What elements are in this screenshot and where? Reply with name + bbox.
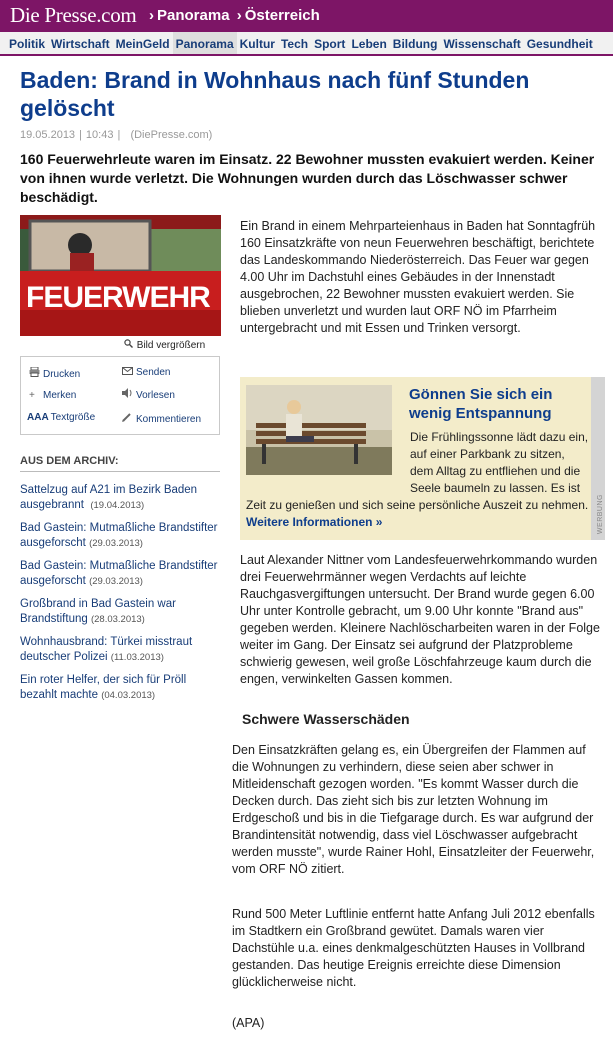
main-nav <box>0 32 613 56</box>
article-paragraph: Den Einsatzkräften gelang es, ein Übergreifen der Flammen auf die Wohnungen zu verhindern, diese seien aber schwer in Mitleidenschaft gezogen worden. "Es kommt Wasser durch die Decken durch. Das zieht sich bis zur letzten Wohnung im Erdgeschoß und bis in die Tiefgarage durch. Es war aufgrund der Brandintensität notwendig, dass viel Löschwasser aufgebracht werden musste", wurde Rainer Hohl, Einsatzleiter der Feuerwehr, vom ORF NÖ zitiert. <box>232 743 595 876</box>
ad-more-link[interactable]: Weitere Informationen » <box>246 515 383 529</box>
nav-item-politik[interactable]: Politik <box>9 37 46 51</box>
nav-item-kultur[interactable]: Kultur <box>239 37 275 51</box>
archive-item-date: (11.03.2013) <box>110 652 164 663</box>
breadcrumb-oesterreich[interactable]: Österreich <box>244 7 320 24</box>
archive-item-date: (19.04.2013) <box>90 500 145 511</box>
enlarge-label: Bild vergrößern <box>136 340 206 351</box>
archive-item-date: (28.03.2013) <box>90 614 145 625</box>
font-size-label: Textgröße <box>50 412 96 423</box>
ad-text: Die Frühlingssonne lädt dazu ein, auf einer Parkbank zu sitzen, dem Alltag zu entfliehen und die Seele baumeln zu lassen. Es ist Zeit zu genießen und sich seine persönliche Auszeit zu nehmen. <box>246 430 589 512</box>
bookmark-label: Merken <box>43 390 77 401</box>
site-logo[interactable]: Die Presse.com <box>10 3 137 27</box>
nav-item-wissenschaft[interactable]: Wissenschaft <box>443 37 521 51</box>
pencil-icon <box>122 412 136 425</box>
ad-text-block <box>246 429 589 531</box>
ad-text-spacer <box>246 429 410 495</box>
article-credit: (APA) <box>232 1016 265 1030</box>
bookmark-button[interactable] <box>29 390 76 401</box>
archive-item-title[interactable]: Ein roter Helfer, der sich für Pröll bezahlt machte <box>20 674 187 701</box>
enlarge-image-link[interactable] <box>124 339 205 351</box>
archive-item[interactable] <box>20 483 225 513</box>
archive-item-date: (04.03.2013) <box>101 690 156 701</box>
send-label: Senden <box>136 367 171 378</box>
breadcrumb-panorama[interactable]: Panorama <box>157 7 230 24</box>
breadcrumb-separator: › <box>149 7 154 24</box>
comment-label: Kommentieren <box>136 414 202 425</box>
archive-item[interactable] <box>20 597 225 627</box>
archive-item[interactable] <box>20 559 225 589</box>
ad-label: WERBUNG <box>597 493 604 534</box>
font-size-button[interactable] <box>27 412 95 423</box>
nav-item-bildung[interactable]: Bildung <box>392 37 438 51</box>
archive-item-title[interactable]: Sattelzug auf A21 im Bezirk Baden ausgebrannt <box>20 484 198 511</box>
archive-item-title[interactable]: Wohnhausbrand: Türkei misstraut deutscher Polizei <box>20 636 193 663</box>
archive-item-title[interactable]: Bad Gastein: Mutmaßliche Brandstifter ausgeforscht <box>20 522 218 549</box>
archive-heading: AUS DEM ARCHIV: <box>20 455 220 472</box>
archive-item[interactable] <box>20 673 225 703</box>
breadcrumb <box>146 7 320 24</box>
magnifier-icon <box>124 339 134 351</box>
printer-icon <box>29 367 43 380</box>
ad-label-strip <box>591 377 605 540</box>
archive-item-date: (29.03.2013) <box>89 538 143 549</box>
print-label: Drucken <box>43 369 81 380</box>
nav-item-tech[interactable]: Tech <box>280 37 309 51</box>
nav-item-panorama[interactable]: Panorama <box>173 32 237 54</box>
archive-item[interactable] <box>20 635 225 665</box>
speaker-icon <box>122 388 136 401</box>
archive-item-title[interactable]: Bad Gastein: Mutmaßliche Brandstifter ausgeforscht <box>20 560 218 587</box>
article-tools <box>20 356 220 435</box>
nav-item-gesundheit[interactable]: Gesundheit <box>526 37 593 51</box>
fire-truck-photo <box>20 215 221 336</box>
article-paragraph: Rund 500 Meter Luftlinie entfernt hatte Anfang Juli 2012 ebenfalls im Stadtkern ein Großbrand gewütet. Damals waren vier Dachstühle u.a. eines denkmalgeschützten Hauses in Vollbrand gestanden. Das heutige Ereignis erreichte diese Dimension glücklicherweise nicht. <box>232 907 595 989</box>
archive-item-title[interactable]: Großbrand in Bad Gastein war Brandstiftung <box>20 598 176 625</box>
read-aloud-button[interactable] <box>122 388 175 401</box>
print-button[interactable] <box>29 367 80 380</box>
font-size-icon: AAA <box>27 412 49 423</box>
envelope-icon <box>122 367 136 378</box>
article-meta <box>20 129 216 141</box>
nav-item-meingeld[interactable]: MeinGeld <box>115 37 170 51</box>
plus-icon: + <box>29 390 35 401</box>
article-photo[interactable] <box>20 215 221 336</box>
article-lead: 160 Feuerwehrleute waren im Einsatz. 22 Bewohner mussten evakuiert werden. Keiner von ihnen wurde verletzt. Die Wohnungen wurden durch das Löschwasser schwer beschädigt. <box>20 151 595 205</box>
meta-separator: | <box>117 129 121 141</box>
article-paragraph: Ein Brand in einem Mehrparteienhaus in Baden hat Sonntagfrüh 160 Einsatzkräfte von neun Feuerwehren beschäftigt, berichtete das Landeskommando Niederösterreich. Das Feuer war gegen 4.00 Uhr im Dachstuhl eines Gebäudes in der Innenstadt ausgebrochen, 22 Bewohner mussten evakuiert werden. Sie blieben unverletzt und wurden laut ORF NÖ im Pfarrheim untergebracht und mit Essen und Trinken versorgt. <box>240 219 596 335</box>
archive-item[interactable] <box>20 521 225 551</box>
photo-truck-label: FEUERWEHR <box>26 281 210 314</box>
meta-separator: | <box>79 129 82 141</box>
article-source: (DiePresse.com) <box>130 129 213 141</box>
nav-item-leben[interactable]: Leben <box>351 37 387 51</box>
breadcrumb-separator: › <box>236 7 242 24</box>
comment-button[interactable] <box>122 412 201 425</box>
ad-box[interactable] <box>240 377 605 540</box>
article-date: 19.05.2013 <box>20 129 76 141</box>
archive-item-date: (29.03.2013) <box>89 576 143 587</box>
nav-item-sport[interactable]: Sport <box>314 37 346 51</box>
archive-list <box>20 483 225 711</box>
ad-title[interactable]: Gönnen Sie sich ein wenig Entspannung <box>409 386 553 422</box>
send-button[interactable] <box>122 367 170 378</box>
article-time: 10:43 <box>85 129 114 141</box>
article-paragraph: Laut Alexander Nittner vom Landesfeuerwehrkommando wurden drei Feuerwehrmänner wegen Verdachts auf leichte Rauchgasvergiftungen untersucht. Der Brand wurde gegen 6.00 Uhr unter Kontrolle gebracht, um 9.00 Uhr konnte "Brand aus" gegeben werden. Kleinere Nachlöscharbeiten waren in der Folge weiter im Gang. Der Einsatz sei aufgrund der Platzprobleme schwierig gewesen, weil große Löschfahrzeuge kaum durch die engen, verwinkelten Gassen kommen. <box>240 553 600 686</box>
nav-item-wirtschaft[interactable]: Wirtschaft <box>51 37 110 51</box>
article-title: Baden: Brand in Wohnhaus nach fünf Stunden gelöscht <box>20 67 530 121</box>
article-subheading: Schwere Wasserschäden <box>242 711 410 727</box>
read-aloud-label: Vorlesen <box>136 390 175 401</box>
top-bar <box>0 0 613 32</box>
